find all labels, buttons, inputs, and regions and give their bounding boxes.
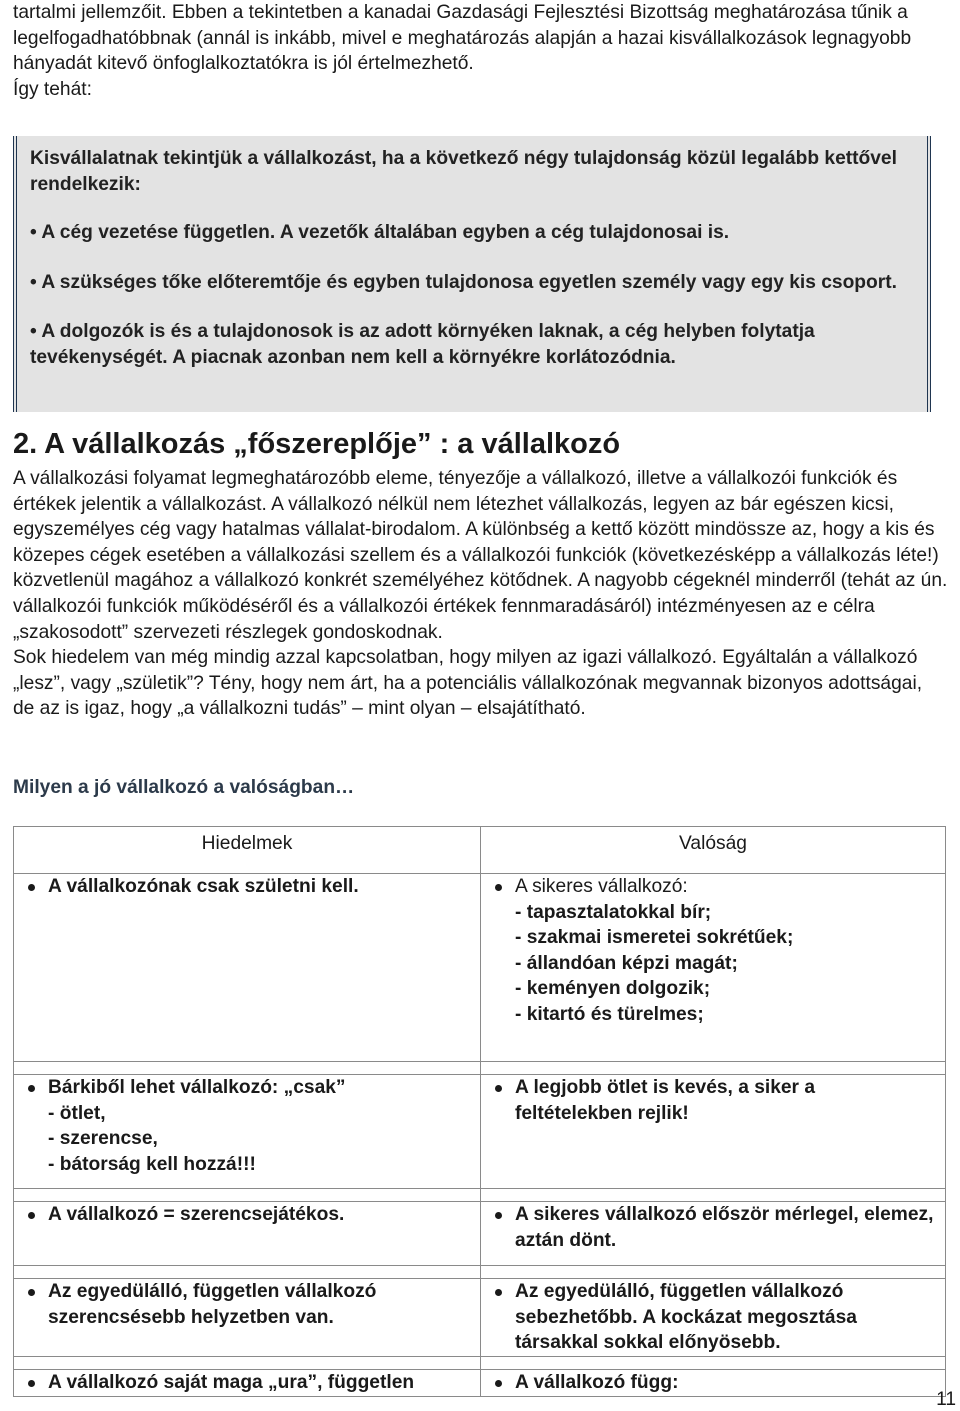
intro-text (13, 0, 953, 102)
table-heading: Milyen a jó vállalkozó a valóságban… (13, 777, 355, 798)
cell-line: - kitartó és türelmes; (515, 1003, 704, 1025)
belief-cell (14, 1075, 480, 1177)
cell-line: Az egyedülálló, független vállalkozó szerencsésebb helyzetben van. (48, 1281, 377, 1328)
cell-line: - keményen dolgozik; (515, 978, 711, 1000)
intro-so: Így tehát: (13, 78, 92, 100)
comparison-table (13, 826, 946, 1397)
cell-line: - szerencse, (48, 1128, 158, 1150)
cell-line: A sikeres vállalkozó: (515, 876, 688, 897)
belief-cell (14, 1370, 480, 1396)
table-row (14, 1370, 946, 1397)
column-header-reality: Valóság (481, 827, 946, 862)
section-paragraph: Sok hiedelem van még mindig azzal kapcsolatban, hogy milyen az igazi vállalkozó. Egyáltalán a vállalkozó „lesz”, vagy „születik”? Tény, hogy nem árt, ha a potenciális vállalkozónak megvannak bizonyos adottságai, de az is igaz, hogy „a vállalkozni tudás” – mint olyan – elsajátítható. (13, 647, 923, 720)
section-body (13, 466, 948, 722)
intro-paragraph: tartalmi jellemzőit. Ebben a tekintetben a kanadai Gazdasági Fejlesztési Bizottság meghatározása tűnik a legelfogadhatóbbnak (annál is inkább, mivel e meghatározás alapján a hazai kisvállalkozások legnagyobb hányadát kitevő önfoglalkoztatókra is jól értelmezhető. (13, 2, 912, 75)
cell-line: A vállalkozó függ: (515, 1372, 679, 1393)
reality-cell (481, 1075, 945, 1126)
reality-cell (481, 1370, 945, 1396)
cell-line: A vállalkozó = szerencsejátékos. (48, 1204, 345, 1225)
cell-line: Az egyedülálló, független vállalkozó sebezhetőbb. A kockázat megosztása társakkal sokkal előnyösebb. (515, 1281, 857, 1354)
belief-cell (14, 1279, 480, 1330)
cell-line: Bárkiből lehet vállalkozó: „csak” (48, 1077, 346, 1098)
definition-box (13, 136, 931, 412)
definition-item: • A cég vezetése független. A vezetők általában egyben a cég tulajdonosai is. (30, 222, 730, 244)
cell-line: - szakmai ismeretei sokrétűek; (515, 927, 794, 949)
definition-item: • A szükséges tőke előteremtője és egyben tulajdonosa egyetlen személy vagy egy kis csoport. (30, 271, 897, 293)
definition-lead: Kisvállalatnak tekintjük a vállalkozást, ha a következő négy tulajdonság közül legalább kettővel rendelkezik: (30, 148, 897, 195)
belief-cell (14, 874, 480, 900)
page-number: 11 (936, 1389, 956, 1410)
cell-line: - állandóan képzi magát; (515, 952, 738, 974)
table-row (14, 874, 946, 1062)
table-row (14, 1279, 946, 1357)
cell-line: A legjobb ötlet is kevés, a siker a feltételekben rejlik! (515, 1077, 816, 1124)
cell-line: A vállalkozó saját maga „ura”, független (48, 1372, 415, 1393)
section-heading: 2. A vállalkozás „főszereplője” : a vállalkozó (13, 428, 621, 460)
cell-line: - ötlet, (48, 1102, 106, 1124)
cell-line: - tapasztalatokkal bír; (515, 901, 712, 923)
belief-cell (14, 1202, 480, 1228)
cell-line: A sikeres vállalkozó először mérlegel, elemez, aztán dönt. (515, 1204, 934, 1251)
reality-cell (481, 1279, 945, 1356)
definition-item: • A dolgozók is és a tulajdonosok is az adott környéken laknak, a cég helyben folytatja tevékenységét. A piacnak azonban nem kell a környékre korlátozódnia. (30, 321, 815, 368)
section-paragraph: A vállalkozási folyamat legmeghatározóbb eleme, tényezője a vállalkozó, illetve a vállalkozói funkciók és értékek jelentik a vállalkozást. A vállalkozó nélkül nem létezhet vállalkozás, legyen az bár egészen kicsi, egyszemélyes cég vagy hatalmas vállalat-birodalom. A különbség a kettő között mindössze az, hogy a kis és közepes cégek esetében a vállalkozási szellem és a vállalkozói funkciók (következésképp a vállalkozás léte!) közvetlenül magához a vállalkozó konkrét személyéhez kötődnek. A nagyobb cégeknél minderről (tehát az ún. vállalkozói funkciók működéséről és a vállalkozói értékek fennmaradásáról) intézményesen az e célra „szakosodott” szervezeti részlegek gondoskodnak. (13, 468, 948, 643)
cell-line: A vállalkozónak csak születni kell. (48, 876, 359, 897)
reality-cell (481, 1202, 945, 1253)
reality-cell (481, 874, 945, 1028)
column-header-beliefs: Hiedelmek (14, 827, 481, 862)
table-row (14, 1202, 946, 1266)
cell-line: - bátorság kell hozzá!!! (48, 1153, 256, 1175)
table-row (14, 1075, 946, 1189)
